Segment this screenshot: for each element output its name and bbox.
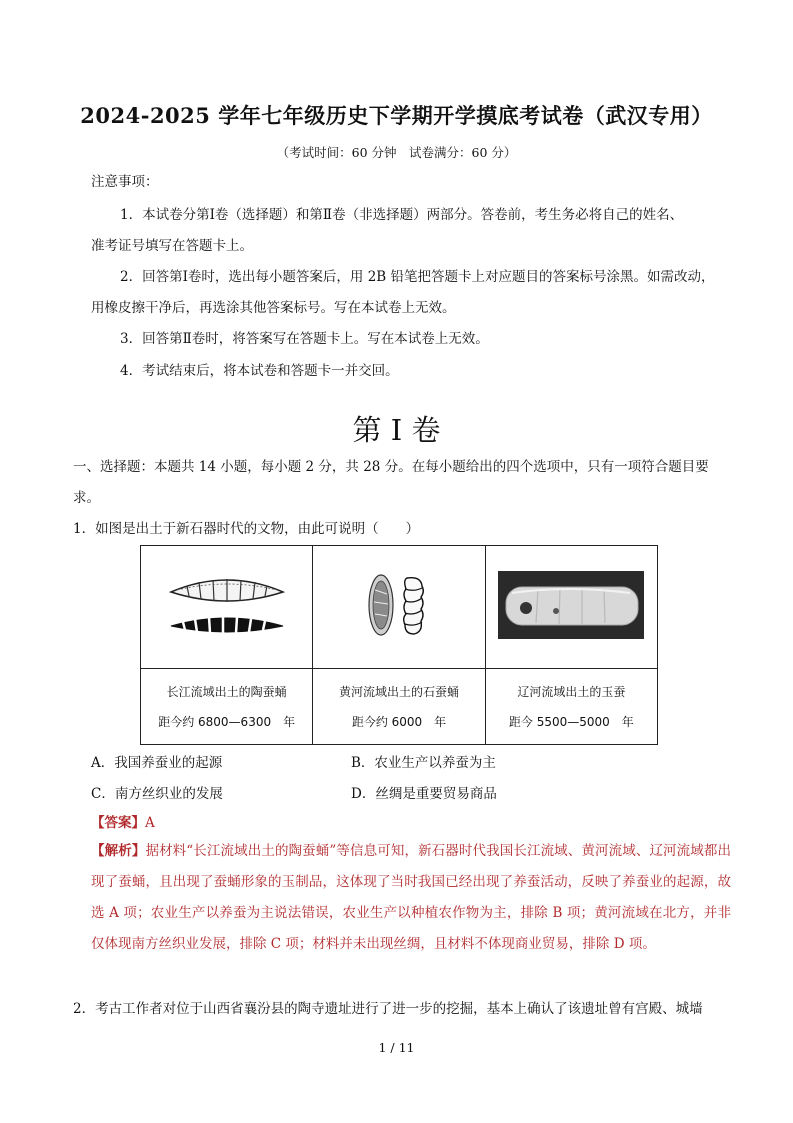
notice-item: 准考证号填写在答题卡上。: [91, 238, 253, 254]
analysis-text: 据材料“长江流域出土的陶蚕蛹”等信息可知，新石器时代我国长江流域、黄河流域、辽河流域都出现了蚕蛹，且出现了蚕蛹形象的玉制品，这体现了当时我国已经出现了养蚕活动，反映了养蚕业的起源，故选 A 项；农业生产以养蚕为主说法错误，农业生产以种植农作物为主，排除 B 项；黄河流域在北方，并非仅体现南方丝织业发展，排除 C 项；材料并未出现丝绸，且材料不体现商业贸易，排除 D 项。: [91, 843, 732, 952]
notice-item: 1．本试卷分第Ⅰ卷（选择题）和第Ⅱ卷（非选择题）两部分。答卷前，考生务必将自己的姓名、: [120, 207, 684, 223]
section-instructions: 一、选择题：本题共 14 小题，每小题 2 分，共 28 分。在每小题给出的四个选项中，只有一项符合题目要: [73, 459, 709, 475]
option-c: C．南方丝织业的发展: [91, 786, 223, 802]
notice-item: 2．回答第Ⅰ卷时，选出每小题答案后，用 2B 铅笔把答题卡上对应题目的答案标号涂黑。如需改动，: [120, 269, 715, 285]
page-title: 2024-2025 学年七年级历史下学期开学摸底考试卷（武汉专用）: [80, 103, 713, 128]
artifact-table: [140, 545, 658, 745]
option-a: A．我国养蚕业的起源: [91, 755, 223, 771]
artifact-cell: [313, 546, 485, 669]
artifact-caption-cell: [313, 669, 485, 745]
artifact-cell: [485, 546, 657, 669]
option-d: D．丝绸是重要贸易商品: [351, 786, 497, 802]
artifact-caption-cell: [141, 669, 313, 745]
page-number: 1 / 11: [378, 1040, 415, 1055]
artifact-caption: 黄河流域出土的石蚕蛹: [338, 684, 459, 699]
artifact-date: 距今 5500—5000 年: [508, 714, 634, 729]
notice-item: 3．回答第Ⅱ卷时，将答案写在答题卡上。写在本试卷上无效。: [120, 331, 489, 347]
artifact-caption: 长江流域出土的陶蚕蛹: [166, 684, 287, 699]
exam-info: （考试时间：60 分钟 试卷满分：60 分）: [276, 145, 517, 160]
section-title: 第 I 卷: [352, 413, 441, 447]
question-1-stem: 1．如图是出土于新石器时代的文物，由此可说明（ ）: [73, 521, 420, 537]
artifact-caption: 辽河流域出土的玉蚕: [517, 684, 626, 699]
answer-value: A: [145, 815, 155, 831]
question-2-stem: 2．考古工作者对位于山西省襄汾县的陶寺遗址进行了进一步的挖掘，基本上确认了该遗址曾有宫殿、城墙: [73, 1001, 703, 1017]
artifact-cell: [141, 546, 313, 669]
option-b: B．农业生产以养蚕为主: [351, 755, 496, 771]
artifact-date: 距今约 6000 年: [351, 714, 447, 729]
notice-heading: 注意事项：: [91, 174, 159, 190]
notice-item: 4．考试结束后，将本试卷和答题卡一并交回。: [120, 363, 399, 379]
stone-silkworm-pupa-image: [359, 570, 439, 640]
answer-label: 【答案】: [91, 815, 145, 831]
answer-line: [91, 813, 155, 833]
analysis-label: 【解析】: [91, 843, 146, 859]
pottery-silkworm-pupa-image: [167, 570, 287, 640]
section-instructions: 求。: [73, 490, 100, 506]
artifact-date: 距今约 6800—6300 年: [158, 714, 296, 729]
artifact-caption-cell: [485, 669, 657, 745]
notice-item: 用橡皮擦干净后，再选涂其他答案标号。写在本试卷上无效。: [91, 300, 456, 316]
analysis-block: [91, 836, 731, 960]
jade-silkworm-image: [498, 571, 644, 639]
